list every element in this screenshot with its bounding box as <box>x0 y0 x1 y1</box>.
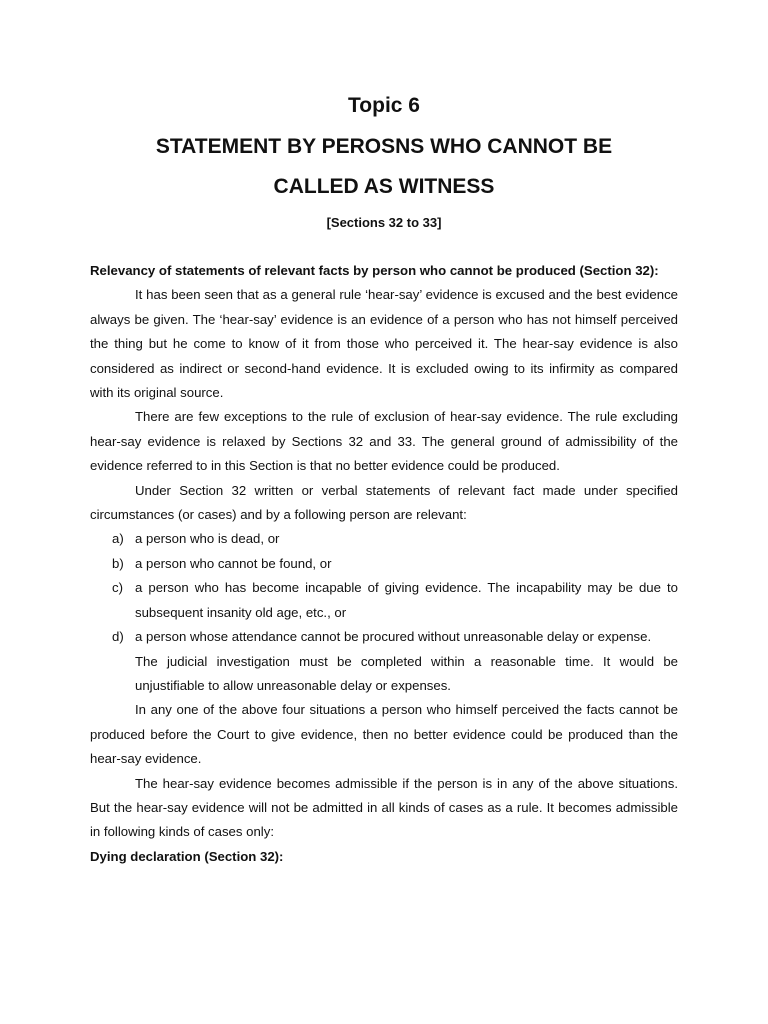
list-marker: c) <box>112 580 123 596</box>
list-item <box>90 552 678 576</box>
list-item <box>90 527 678 551</box>
paragraph-hearsay-rule: It has been seen that as a general rule ‘hear-say’ evidence is excused and the best evidence always be given. The ‘hear-say’ evidence is an evidence of a person who has not himself perceived the thing but he come to know of it from those who perceived it. The hear-say evidence is also considered as indirect or second-hand evidence. It is excluded owing to its infirmity as compared with its original source. <box>90 287 678 401</box>
document-title-line-2: CALLED AS WITNESS <box>273 175 495 198</box>
paragraph-section-32: Under Section 32 written or verbal statements of relevant fact made under specified circumstances (or cases) and by a following person are relevant: <box>90 482 678 523</box>
persons-list <box>90 527 678 649</box>
list-marker: a) <box>112 531 124 547</box>
list-item <box>90 625 678 649</box>
list-continuation: The judicial investigation must be completed within a reasonable time. It would be unjustifiable to allow unreasonable delay or expenses. <box>135 653 678 693</box>
section-heading-dying-declaration: Dying declaration (Section 32): <box>90 848 284 864</box>
list-item-text: a person whose attendance cannot be procured without unreasonable delay or expense. <box>135 629 652 645</box>
list-item-text: a person who has become incapable of giving evidence. The incapability may be due to subsequent insanity old age, etc., or <box>135 580 678 620</box>
topic-number: Topic 6 <box>348 94 420 117</box>
list-item-text: a person who cannot be found, or <box>135 555 332 571</box>
paragraph-admissibility: The hear-say evidence becomes admissible if the person is in any of the above situations. But the hear-say evidence will not be admitted in all kinds of cases as a rule. It becomes admissible in following kinds of cases only: <box>90 775 678 840</box>
paragraph-four-situations: In any one of the above four situations a person who himself perceived the facts cannot be produced before the Court to give evidence, then no better evidence could be produced than the hear-say evidence. <box>90 702 678 767</box>
document-body <box>90 259 678 869</box>
paragraph-exceptions: There are few exceptions to the rule of exclusion of hear-say evidence. The rule excluding hear-say evidence is relaxed by Sections 32 and 33. The general ground of admissibility of the evidence referred to in this Section is that no better evidence could be produced. <box>90 409 678 474</box>
section-heading-relevancy: Relevancy of statements of relevant facts by person who cannot be produced (Section 32): <box>90 263 659 278</box>
list-item <box>90 576 678 625</box>
document-title-line-1: STATEMENT BY PEROSNS WHO CANNOT BE <box>155 135 613 158</box>
list-marker: b) <box>112 555 124 571</box>
sections-reference: [Sections 32 to 33] <box>326 215 442 230</box>
list-item-text: a person who is dead, or <box>135 531 280 547</box>
list-marker: d) <box>112 629 124 645</box>
